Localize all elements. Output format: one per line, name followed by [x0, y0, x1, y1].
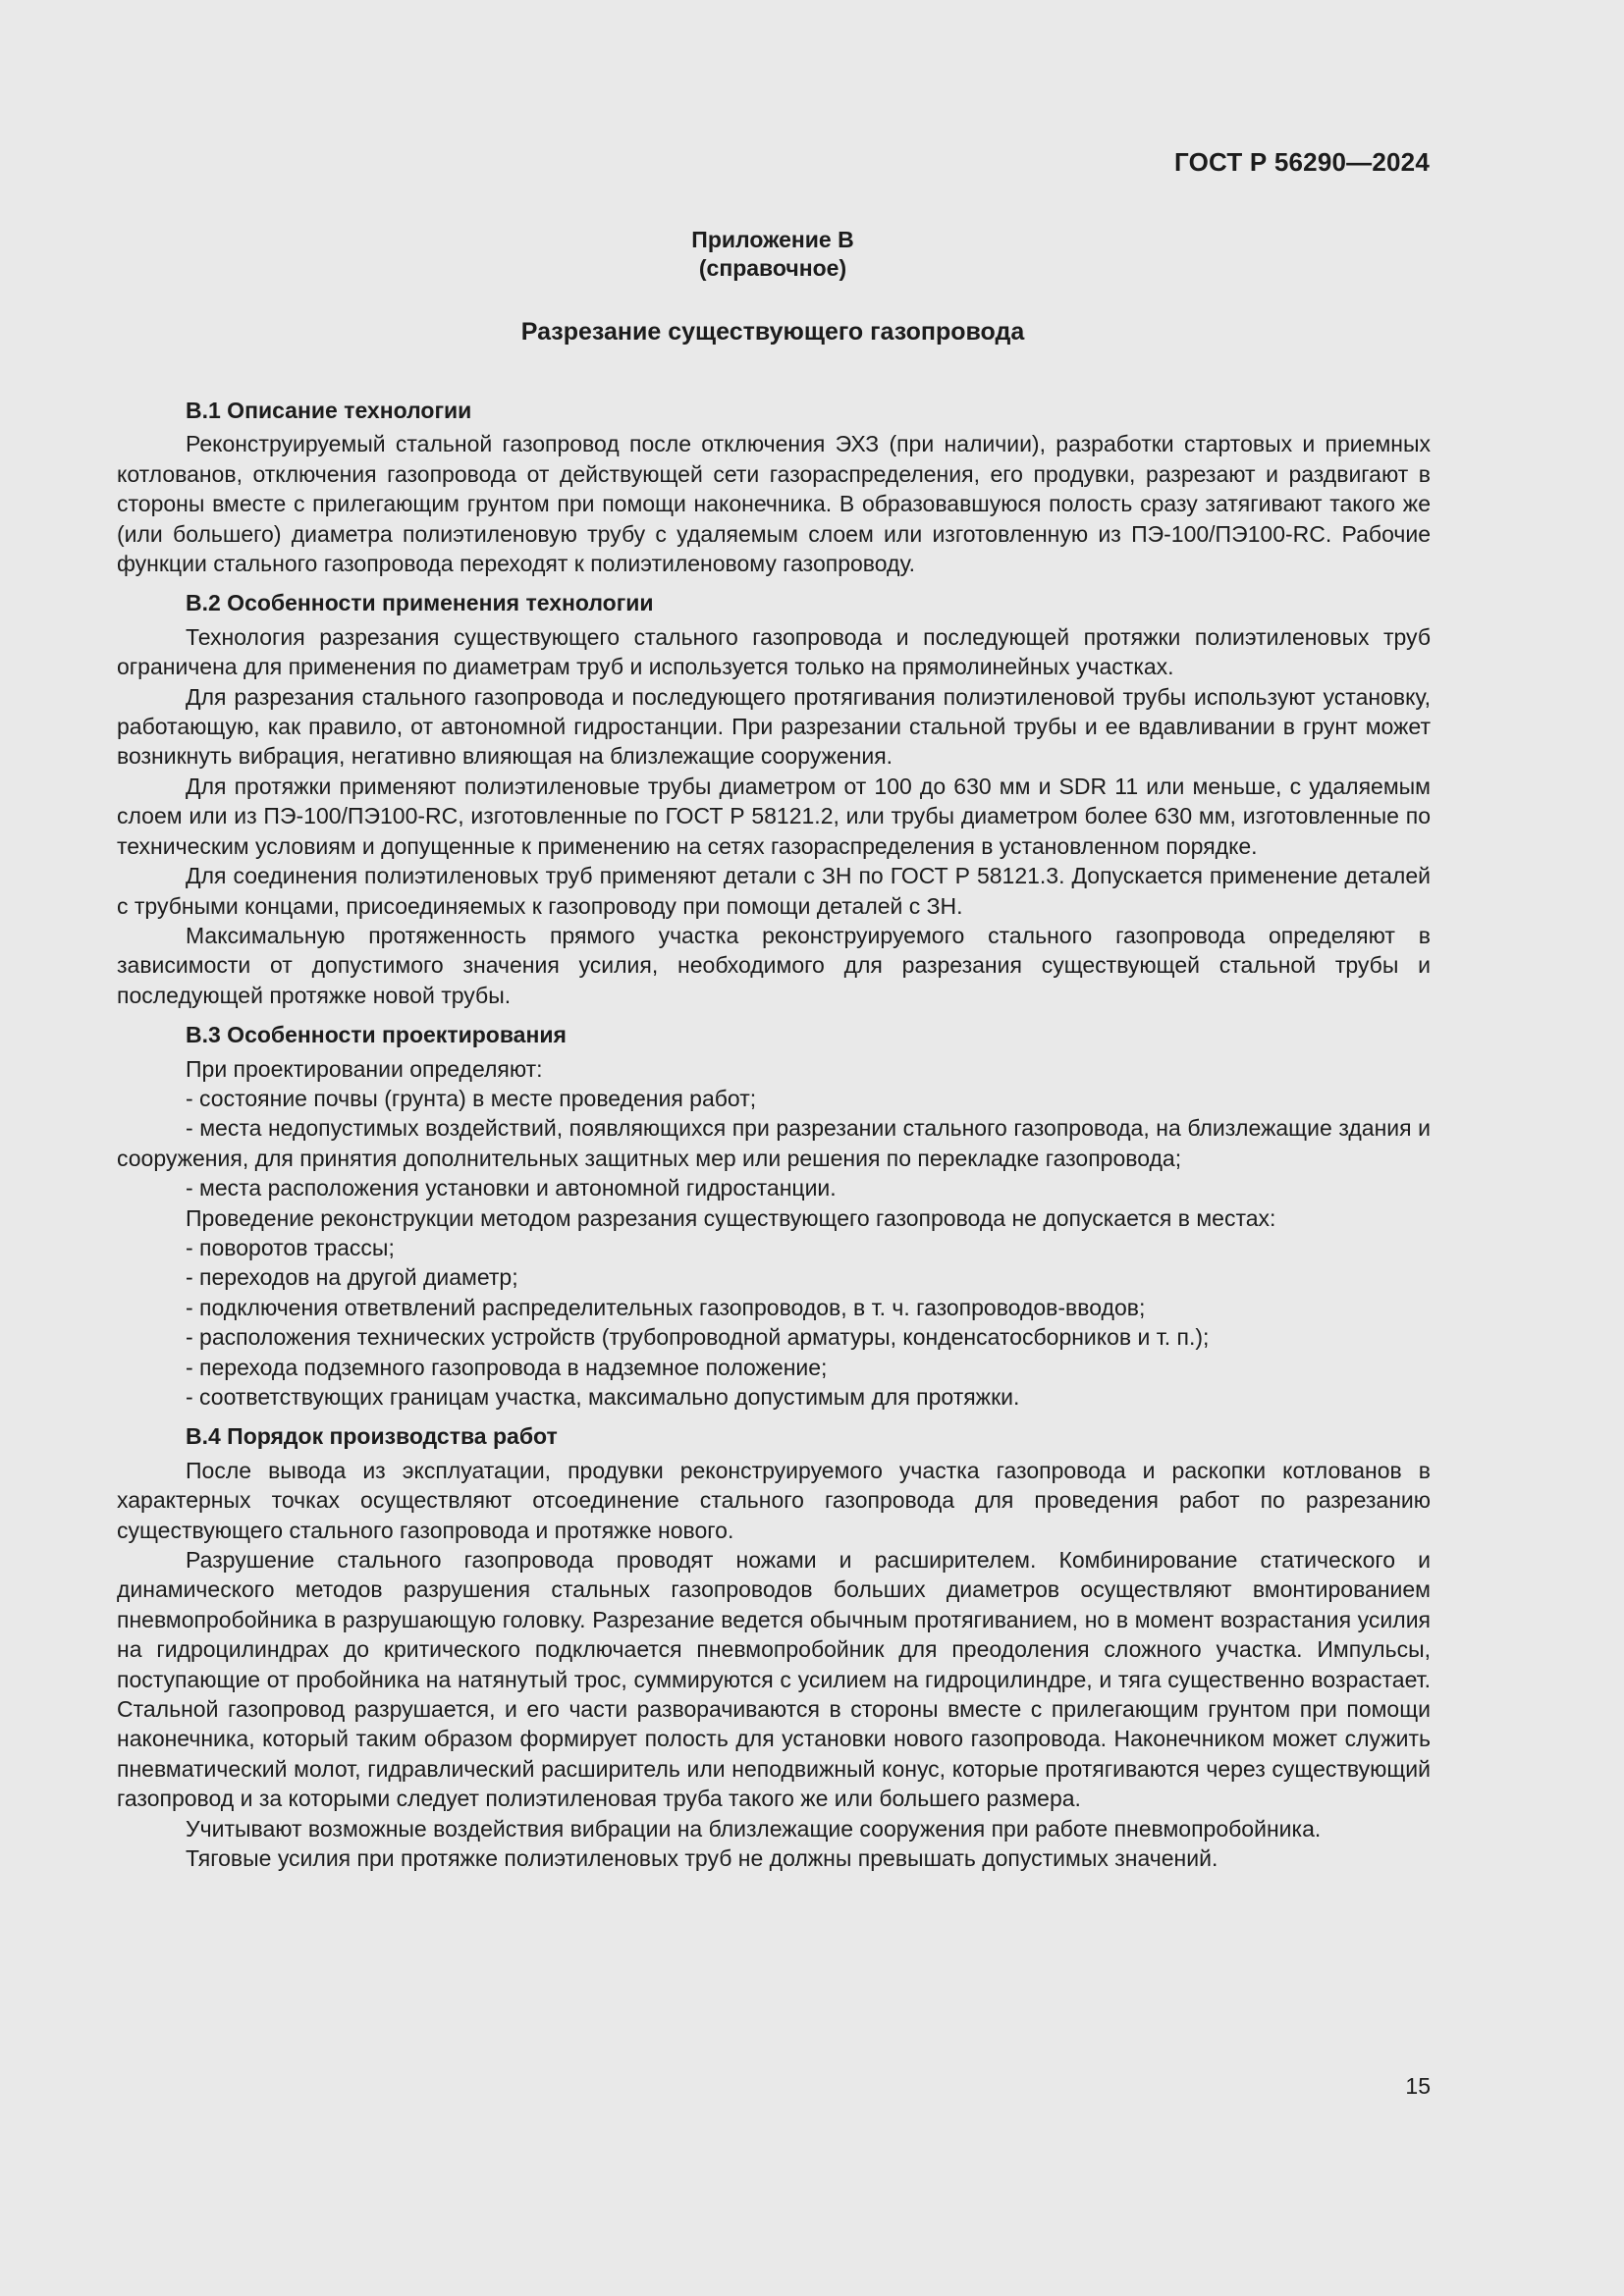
- list-item: - соответствующих границам участка, максимально допустимым для протяжки.: [186, 1384, 1020, 1410]
- section-heading-b1: В.1 Описание технологии: [186, 398, 472, 423]
- section-heading-b3: В.3 Особенности проектирования: [186, 1022, 567, 1048]
- list-item: - поворотов трассы;: [186, 1234, 395, 1260]
- section-heading-b2: В.2 Особенности применения технологии: [186, 590, 654, 616]
- paragraph: Для разрезания стального газопровода и последующего протягивания полиэтиленовой трубы используют установку, работающую, как правило, от автономной гидростанции. При разрезании стальной трубы и ее вдавливании в грунт может возникнуть вибрация, негативно влияющая на близлежащие сооружения.: [117, 683, 1431, 770]
- paragraph: Максимальную протяженность прямого участка реконструируемого стального газопровода определяют в зависимости от допустимого значения усилия, необходимого для разрезания существующей стальной трубы и последующей протяжке новой трубы.: [117, 922, 1431, 1008]
- document-body: [117, 396, 1431, 1874]
- list-item: - состояние почвы (грунта) в месте проведения работ;: [186, 1085, 757, 1111]
- page-number: 15: [1405, 2073, 1431, 2099]
- paragraph: После вывода из эксплуатации, продувки реконструируемого участка газопровода и раскопки котлованов в характерных точках осуществляют отсоединение стального газопровода для проведения работ по разрезанию существующего стального газопровода и протяжке нового.: [117, 1457, 1431, 1543]
- list-item: - перехода подземного газопровода в надземное положение;: [186, 1354, 828, 1380]
- paragraph: Проведение реконструкции методом разрезания существующего газопровода не допускается в местах:: [186, 1204, 1276, 1231]
- appendix-title: Разрезание существующего газопровода: [520, 318, 1025, 346]
- appendix-type: (справочное): [698, 255, 847, 281]
- paragraph: Для протяжки применяют полиэтиленовые трубы диаметром от 100 до 630 мм и SDR 11 или меньше, с удаляемым слоем или из ПЭ-100/ПЭ100-RC, изготовленные по ГОСТ Р 58121.2, или трубы диаметром более 630 мм, изготовленные по техническим условиям и допущенные к применению на сетях газораспределения в установленном порядке.: [117, 773, 1431, 859]
- list-item: - места расположения установки и автономной гидростанции.: [186, 1175, 837, 1201]
- paragraph: Реконструируемый стальной газопровод после отключения ЭХЗ (при наличии), разработки стартовых и приемных котлованов, отключения газопровода от действующей сети газораспределения, его продувки, разрезают и раздвигают в стороны вместе с прилегающим грунтом при помощи наконечника. В образовавшуюся полость сразу затягивают такого же (или большего) диаметра полиэтиленовую трубу с удаляемым слоем или изготовленную из ПЭ-100/ПЭ100-RC. Рабочие функции стального газопровода переходят к полиэтиленовому газопроводу.: [117, 431, 1431, 577]
- paragraph: При проектировании определяют:: [186, 1055, 543, 1082]
- document-id: ГОСТ Р 56290—2024: [1174, 147, 1430, 177]
- list-item: - подключения ответвлений распределительных газопроводов, в т. ч. газопроводов-вводов;: [186, 1294, 1146, 1320]
- paragraph: Технология разрезания существующего стального газопровода и последующей протяжки полиэтиленовых труб ограничена для применения по диаметрам труб и используется только на прямолинейных участках.: [117, 623, 1431, 680]
- appendix-label: Приложение В: [691, 227, 854, 252]
- list-item: - расположения технических устройств (трубопроводной арматуры, конденсатосборников и т. п.);: [186, 1324, 1210, 1351]
- paragraph: Разрушение стального газопровода проводят ножами и расширителем. Комбинирование статического и динамического методов разрушения стальных газопроводов больших диаметров осуществляют вмонтированием пневмопробойника в разрушающую головку. Разрезание ведется обычным протягиванием, но в момент возрастания усилия на гидроцилиндрах до критического подключается пневмопробойник для преодоления сложного участка. Импульсы, поступающие от пробойника на натянутый трос, суммируются с усилием на гидроцилиндре, и тяга существенно возрастает. Стальной газопровод разрушается, и его части разворачиваются в стороны вместе с прилегающим грунтом при помощи наконечника, который таким образом формирует полость для установки нового газопровода. Наконечником может служить пневматический молот, гидравлический расширитель или неподвижный конус, которые протягиваются через существующий газопровод и за которыми следует полиэтиленовая труба такого же или большего размера.: [117, 1547, 1431, 1812]
- paragraph: Тяговые усилия при протяжке полиэтиленовых труб не должны превышать допустимых значений.: [186, 1845, 1218, 1872]
- section-heading-b4: В.4 Порядок производства работ: [186, 1423, 558, 1450]
- paragraph: Учитывают возможные воздействия вибрации на близлежащие сооружения при работе пневмопробойника.: [186, 1815, 1322, 1842]
- appendix-heading: [0, 226, 1545, 283]
- list-item: - переходов на другой диаметр;: [186, 1264, 518, 1291]
- list-item: - места недопустимых воздействий, появляющихся при разрезании стального газопровода, на близлежащие здания и сооружения, для принятия дополнительных защитных мер или решения по перекладке газопровода;: [117, 1115, 1431, 1171]
- paragraph: Для соединения полиэтиленовых труб применяют детали с ЗН по ГОСТ Р 58121.3. Допускается применение деталей с трубными концами, присоединяемых к газопроводу при помощи деталей с ЗН.: [117, 863, 1431, 919]
